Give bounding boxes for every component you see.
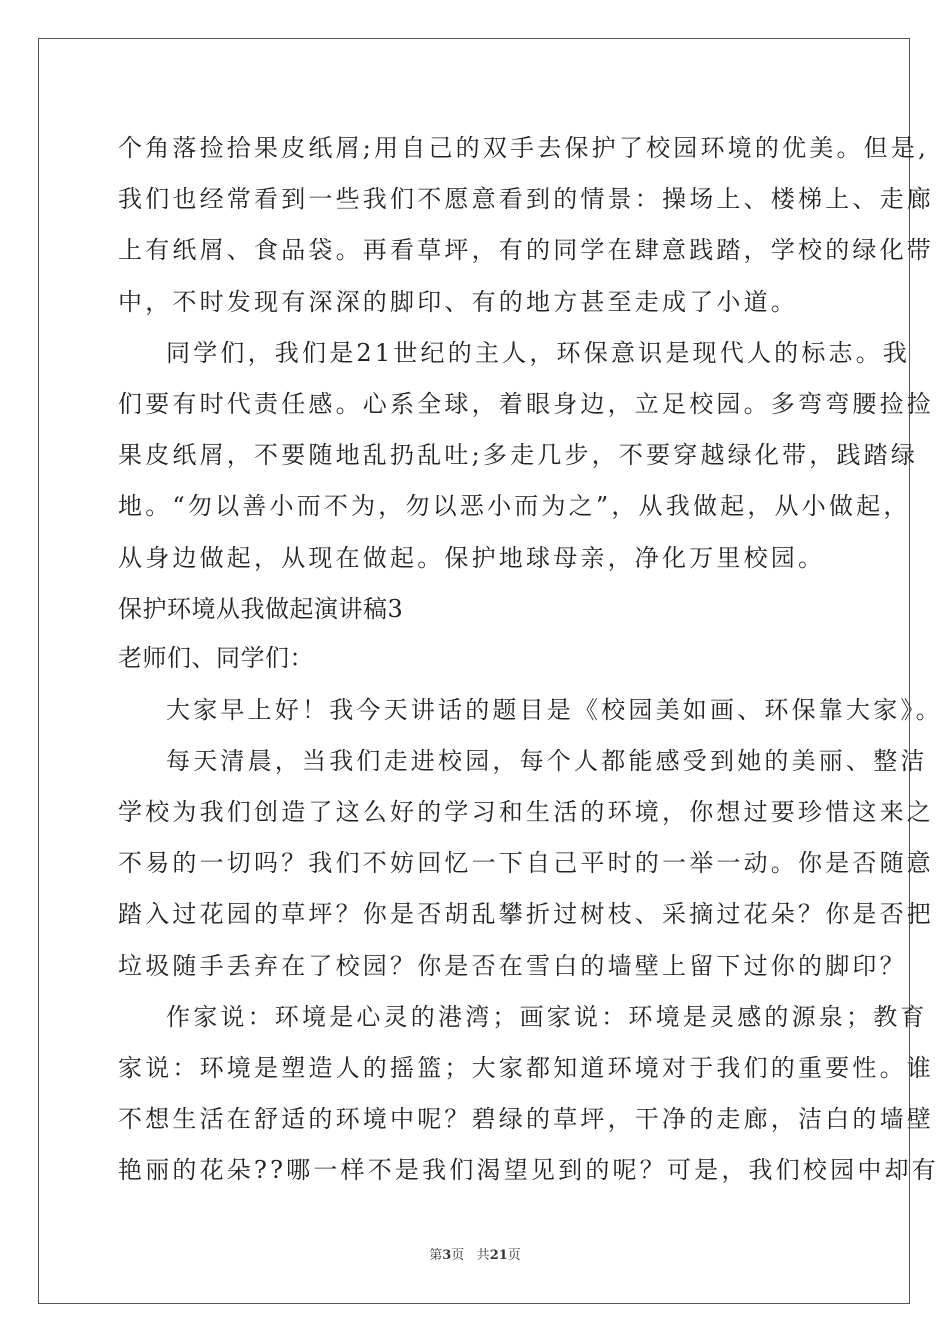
salutation: 老师们、同学们： [118, 643, 314, 672]
page-prefix: 第 [429, 1248, 443, 1263]
text-line: 艳丽的花朵??哪一样不是我们渴望见到的呢？可是，我们校园中却有 [118, 1156, 939, 1185]
text-line: 学校为我们创造了这么好的学习和生活的环境，你想过要珍惜这来之 [118, 798, 934, 827]
text-line: 中，不时发现有深深的脚印、有的地方甚至走成了小道。 [118, 287, 798, 316]
text-line: 不易的一切吗？我们不妨回忆一下自己平时的一举一动。你是否随意 [118, 849, 934, 878]
paragraph-start: 作家说：环境是心灵的港湾；画家说：环境是灵感的源泉；教育 [166, 1002, 928, 1031]
paragraph-start: 每天清晨，当我们走进校园，每个人都能感受到她的美丽、整洁 [166, 746, 928, 775]
text-line: 踏入过花园的草坪？你是否胡乱攀折过树枝、采摘过花朵？你是否把 [118, 900, 934, 929]
text-line: 不想生活在舒适的环境中呢？碧绿的草坪，干净的走廊，洁白的墙壁 [118, 1105, 934, 1134]
text-line: 我们也经常看到一些我们不愿意看到的情景：操场上、楼梯上、走廊 [118, 185, 934, 214]
text-line: 从身边做起，从现在做起。保护地球母亲，净化万里校园。 [118, 543, 826, 572]
total-pages: 21 [489, 1248, 508, 1263]
text-line: 果皮纸屑，不要随地乱扔乱吐;多走几步，不要穿越绿化带，践踏绿 [118, 441, 919, 470]
text-line: 垃圾随手丢弃在了校园？你是否在雪白的墙壁上留下过你的脚印？ [118, 951, 907, 980]
section-heading: 保护环境从我做起演讲稿3 [118, 594, 404, 623]
page-footer [0, 1246, 950, 1266]
text-line: 们要有时代责任感。心系全球，着眼身边，立足校园。多弯弯腰捡捡 [118, 389, 934, 418]
paragraph-start: 大家早上好！我今天讲话的题目是《校园美如画、环保靠大家》。 [166, 695, 943, 724]
text-line: 家说：环境是塑造人的摇篮；大家都知道环境对于我们的重要性。谁 [118, 1054, 934, 1082]
text-line: 个角落捡拾果皮纸屑;用自己的双手去保护了校园环境的优美。但是, [118, 134, 929, 162]
total-suffix: 页 [507, 1248, 521, 1263]
text-line: 上有纸屑、食品袋。再看草坪，有的同学在肆意践踏，学校的绿化带 [118, 236, 934, 265]
total-prefix: 共 [476, 1248, 490, 1263]
paragraph-start: 同学们，我们是21世纪的主人，环保意识是现代人的标志。我 [166, 338, 911, 367]
page-number: 3 [442, 1248, 452, 1263]
document-body [118, 128, 943, 1202]
text-line: 地。“勿以善小而不为，勿以恶小而为之”，从我做起，从小做起， [118, 492, 911, 521]
page-suffix: 页 [451, 1248, 465, 1263]
